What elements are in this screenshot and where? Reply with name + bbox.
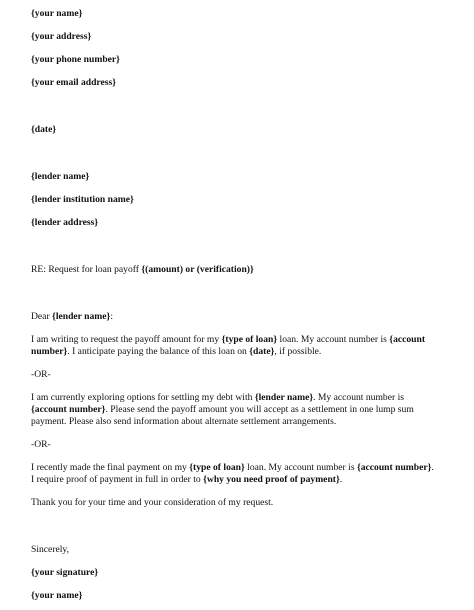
sender-phone: {your phone number} (31, 54, 120, 65)
para3-text: . (339, 474, 343, 485)
letter-date: {date} (31, 124, 57, 135)
para3-account: {account number} (356, 462, 432, 473)
para1-date: {date} (249, 346, 275, 357)
para3-text: I recently made the final payment on my (31, 462, 190, 473)
subject-line (31, 264, 254, 276)
para2-line1 (31, 392, 404, 404)
para1-account: {account (389, 334, 426, 345)
para2-account: {account number} (31, 404, 106, 415)
lender-address: {lender address} (31, 217, 99, 228)
para3-loan-type: {type of loan} (189, 462, 245, 473)
subject-placeholder: {(amount) or (verification)} (141, 264, 254, 275)
para1-text: , if possible. (274, 346, 322, 357)
closing: Sincerely, (31, 544, 70, 555)
para3-text: . (431, 462, 434, 473)
para1-text: . I anticipate paying the balance of this loan on (67, 346, 250, 357)
para2-line3: payment. Please also send information about alternate settlement arrangements. (31, 416, 337, 427)
para2-text: I am currently exploring options for settling my debt with (31, 392, 255, 403)
para1-loan-type: {type of loan} (221, 334, 278, 345)
closing-name: {your name} (31, 590, 83, 601)
para1-line2 (31, 346, 321, 358)
para1-line1 (31, 334, 425, 346)
para1-text: loan. My account number is (277, 334, 390, 345)
salutation-prefix: Dear (31, 311, 53, 322)
salutation-suffix: : (110, 311, 113, 322)
para3-text: loan. My account number is (244, 462, 357, 473)
para1-text: I am writing to request the payoff amount for my (31, 334, 222, 345)
para1-account: number} (31, 346, 68, 357)
para2-text: . Please send the payoff amount you will accept as a settlement in one lump sum (105, 404, 414, 415)
sender-email: {your email address} (31, 77, 117, 88)
para3-line1 (31, 462, 434, 474)
para2-lender: {lender name} (254, 392, 314, 403)
signature: {your signature} (31, 567, 99, 578)
para2-line2 (31, 404, 414, 416)
para3-line2 (31, 474, 342, 486)
or-separator-1: -OR- (31, 369, 51, 380)
or-separator-2: -OR- (31, 439, 51, 450)
thanks-line: Thank you for your time and your consideration of my request. (31, 497, 274, 508)
lender-name: {lender name} (31, 171, 90, 182)
para3-reason: {why you need proof of payment} (203, 474, 340, 485)
subject-prefix: RE: Request for loan payoff (31, 264, 142, 275)
lender-institution: {lender institution name} (31, 194, 134, 205)
para3-text: I require proof of payment in full in order to (31, 474, 204, 485)
salutation-placeholder: {lender name} (52, 311, 111, 322)
sender-name: {your name} (31, 8, 83, 19)
para2-text: . My account number is (313, 392, 404, 403)
sender-address: {your address} (31, 31, 92, 42)
salutation (31, 311, 113, 323)
